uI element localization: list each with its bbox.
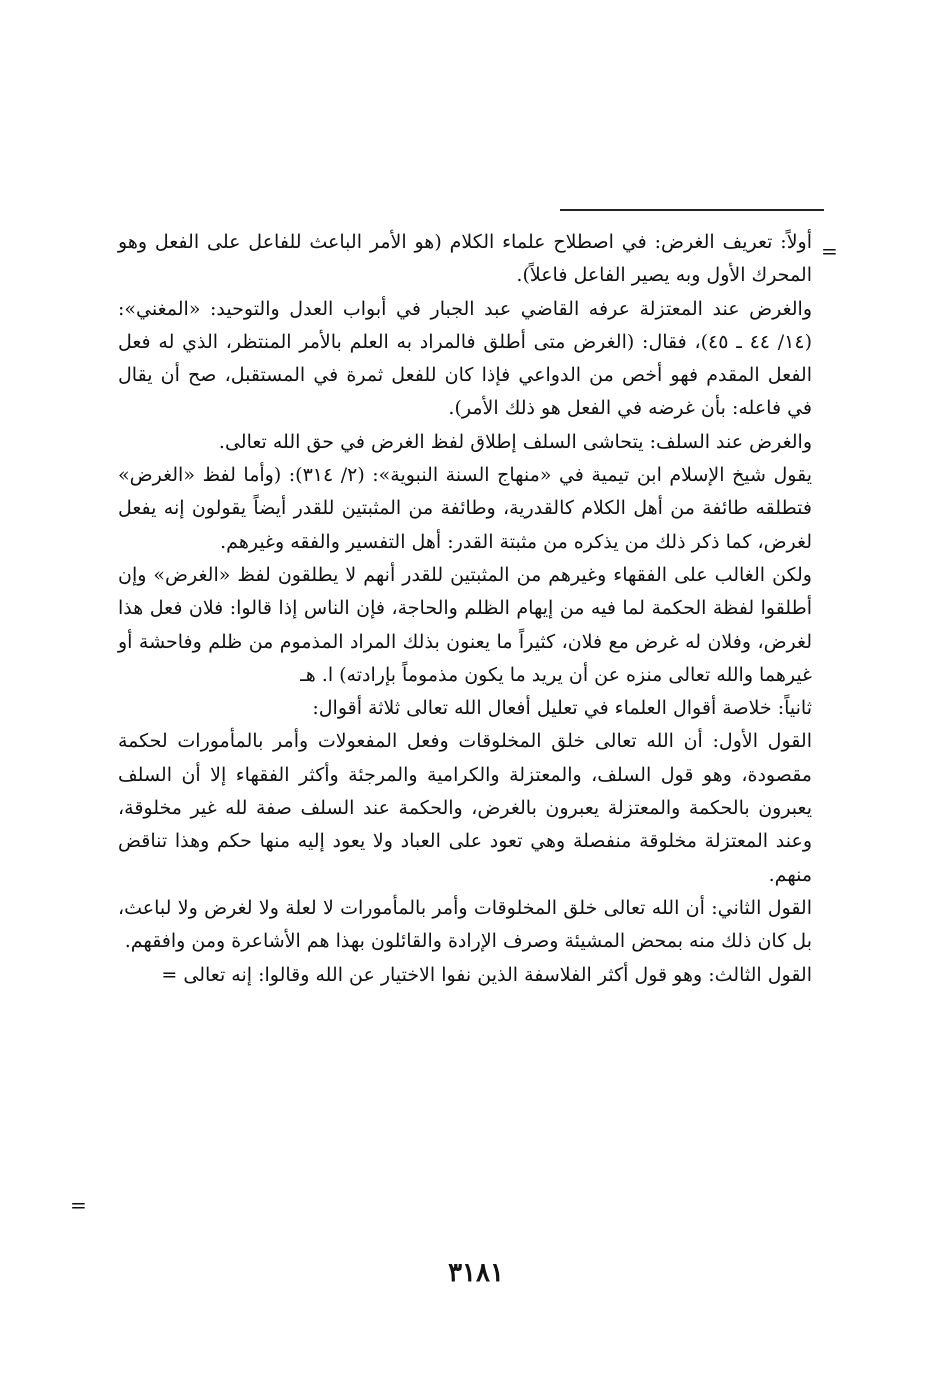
footnote-continuation-marker: = — [821, 239, 838, 263]
page-number: ٣١٨١ — [448, 1258, 504, 1288]
footnote-continues-marker: = — [70, 1193, 87, 1217]
footnote-paragraph-7: القول الأول: أن الله تعالى خلق المخلوقات وفعل المفعولات وأمر بالمأمورات لحكمة مقصودة، وهو قول السلف، والمعتزلة والكرامية والمرجئة وأكثر الفقهاء إلا أن السلف يعبرون بالحكمة والمعتزلة يعبرون بالغرض، والحكمة عند السلف صفة لله غير مخلوقة، وعند المعتزلة مخلوقة منفصلة وهي تعود على العباد ولا يعود إليه منها حكم وهذا تناقض منهم. — [118, 730, 812, 886]
footnote-paragraph-2: والغرض عند المعتزلة عرفه القاضي عبد الجبار في أبواب العدل والتوحيد: «المغني»: (١٤/ ٤٤ ـ ٤٥)، فقال: (الغرض متى أطلق فالمراد به العلم بالأمر المنتظر، الذي له فعل الفعل المقدم فهو أخص من الدواعي فإذا كان للفعل ثمرة في المستقبل، صح أن يقال في فاعله: بأن غرضه في الفعل هو ذلك الأمر). — [118, 297, 812, 420]
footnote-paragraph-9: القول الثالث: وهو قول أكثر الفلاسفة الذين نفوا الاختيار عن الله وقالوا: إنه تعالى = — [161, 963, 812, 986]
footnote-paragraph-5: ولكن الغالب على الفقهاء وغيرهم من المثبتين للقدر أنهم لا يطلقون لفظ «الغرض» وإن أطلقوا لفظة الحكمة لما فيه من إيهام الظلم والحاجة، فإن الناس إذا قالوا: فلان فعل هذا لغرض، وفلان له غرض مع فلان، كثيراً ما يعنون بذلك المراد المذموم من ظلم وفاحشة أو غيرهما والله تعالى منزه عن أن يريد ما يكون مذموماً بإرادته) ا. هـ — [118, 563, 812, 686]
footnote-paragraph-6: ثانياً: خلاصة أقوال العلماء في تعليل أفعال الله تعالى ثلاثة أقوال: — [312, 697, 812, 720]
footnote-paragraph-3: والغرض عند السلف: يتحاشى السلف إطلاق لفظ الغرض في حق الله تعالى. — [218, 430, 812, 453]
footnote-paragraph-8: القول الثاني: أن الله تعالى خلق المخلوقات وأمر بالمأمورات لا لعلة ولا لغرض ولا لباعث، بل كان ذلك منه بمحض المشيئة وصرف الإرادة والقائلون بهذا هم الأشاعرة ومن وافقهم. — [118, 896, 812, 953]
footnote-paragraph-4: يقول شيخ الإسلام ابن تيمية في «منهاج السنة النبوية»: (٢/ ٣١٤): (وأما لفظ «الغرض» فتطلقه طائفة من أهل الكلام كالقدرية، وطائفة من المثبتين للقدر أيضاً يقولون إنه يفعل لغرض، كما ذكر ذلك من يذكره من مثبتة القدر: أهل التفسير والفقه وغيرهم. — [118, 464, 812, 553]
footnote-separator-rule — [560, 209, 824, 211]
footnote-body — [118, 226, 812, 992]
footnote-paragraph-1: أولاً: تعريف الغرض: في اصطلاح علماء الكلام (هو الأمر الباعث للفاعل على الفعل وهو المحرك الأول وبه يصير الفاعل فاعلاً). — [118, 231, 812, 287]
